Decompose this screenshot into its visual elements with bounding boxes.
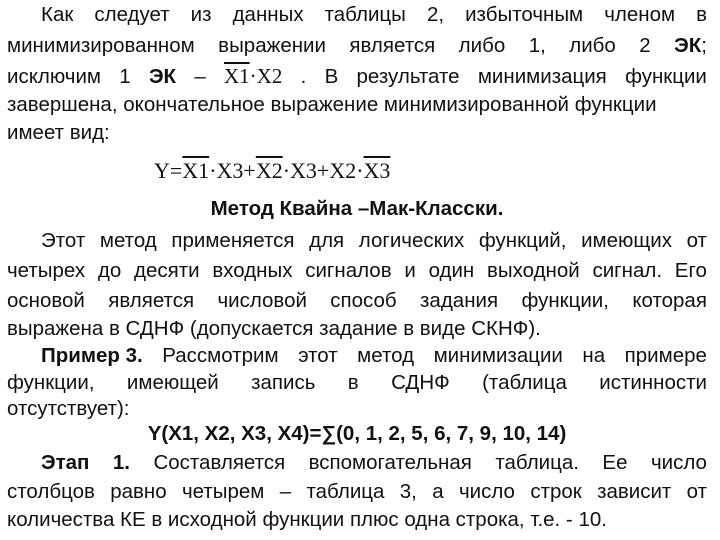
text-line: Как следует из данных таблицы 2, избыточным членом в — [41, 3, 707, 26]
text-line: Пример 3. Рассмотрим этот метод минимизации на примере — [41, 344, 707, 367]
text-line: минимизированном выражении является либо 1, либо 2 ЭК; — [7, 34, 707, 57]
text-line: исключим 1 ЭК – X1·X2 . В результате минимизация функции — [7, 64, 707, 88]
text-line: количества КЕ в исходной функции плюс одна строка, т.е. - 10. — [7, 508, 607, 531]
text-line: основой является числовой способ задания функции, которая — [7, 289, 707, 312]
section-heading: Метод Квайна –Мак-Класски. — [210, 197, 504, 220]
text-line: столбцов равно четырем – таблица 3, а число строк зависит от — [7, 480, 707, 503]
text-line: имеет вид: — [7, 121, 110, 144]
text-line: функции, имеющей запись в СДНФ (таблица истинности — [7, 371, 707, 394]
excluded-term: X1·X2 — [224, 64, 283, 88]
text-line: четырех до десяти входных сигналов и один выходной сигнал. Его — [7, 259, 707, 282]
text-line: выражена в СДНФ (допускается задание в виде СКНФ). — [7, 317, 541, 340]
text-line: Этап 1. Составляется вспомогательная таблица. Ее число — [41, 451, 707, 474]
text-line: завершена, окончательное выражение минимизированной функции — [7, 93, 657, 116]
text-line: Этот метод применяется для логических функций, имеющих от — [41, 229, 707, 252]
function-definition: Y(X1, X2, X3, X4)=∑(0, 1, 2, 5, 6, 7, 9, 10, 14) — [147, 422, 567, 445]
text-line: отсутствует): — [7, 397, 130, 420]
minimized-formula: Y=X1·X3+X2·X3+X2·X3 — [154, 158, 391, 183]
